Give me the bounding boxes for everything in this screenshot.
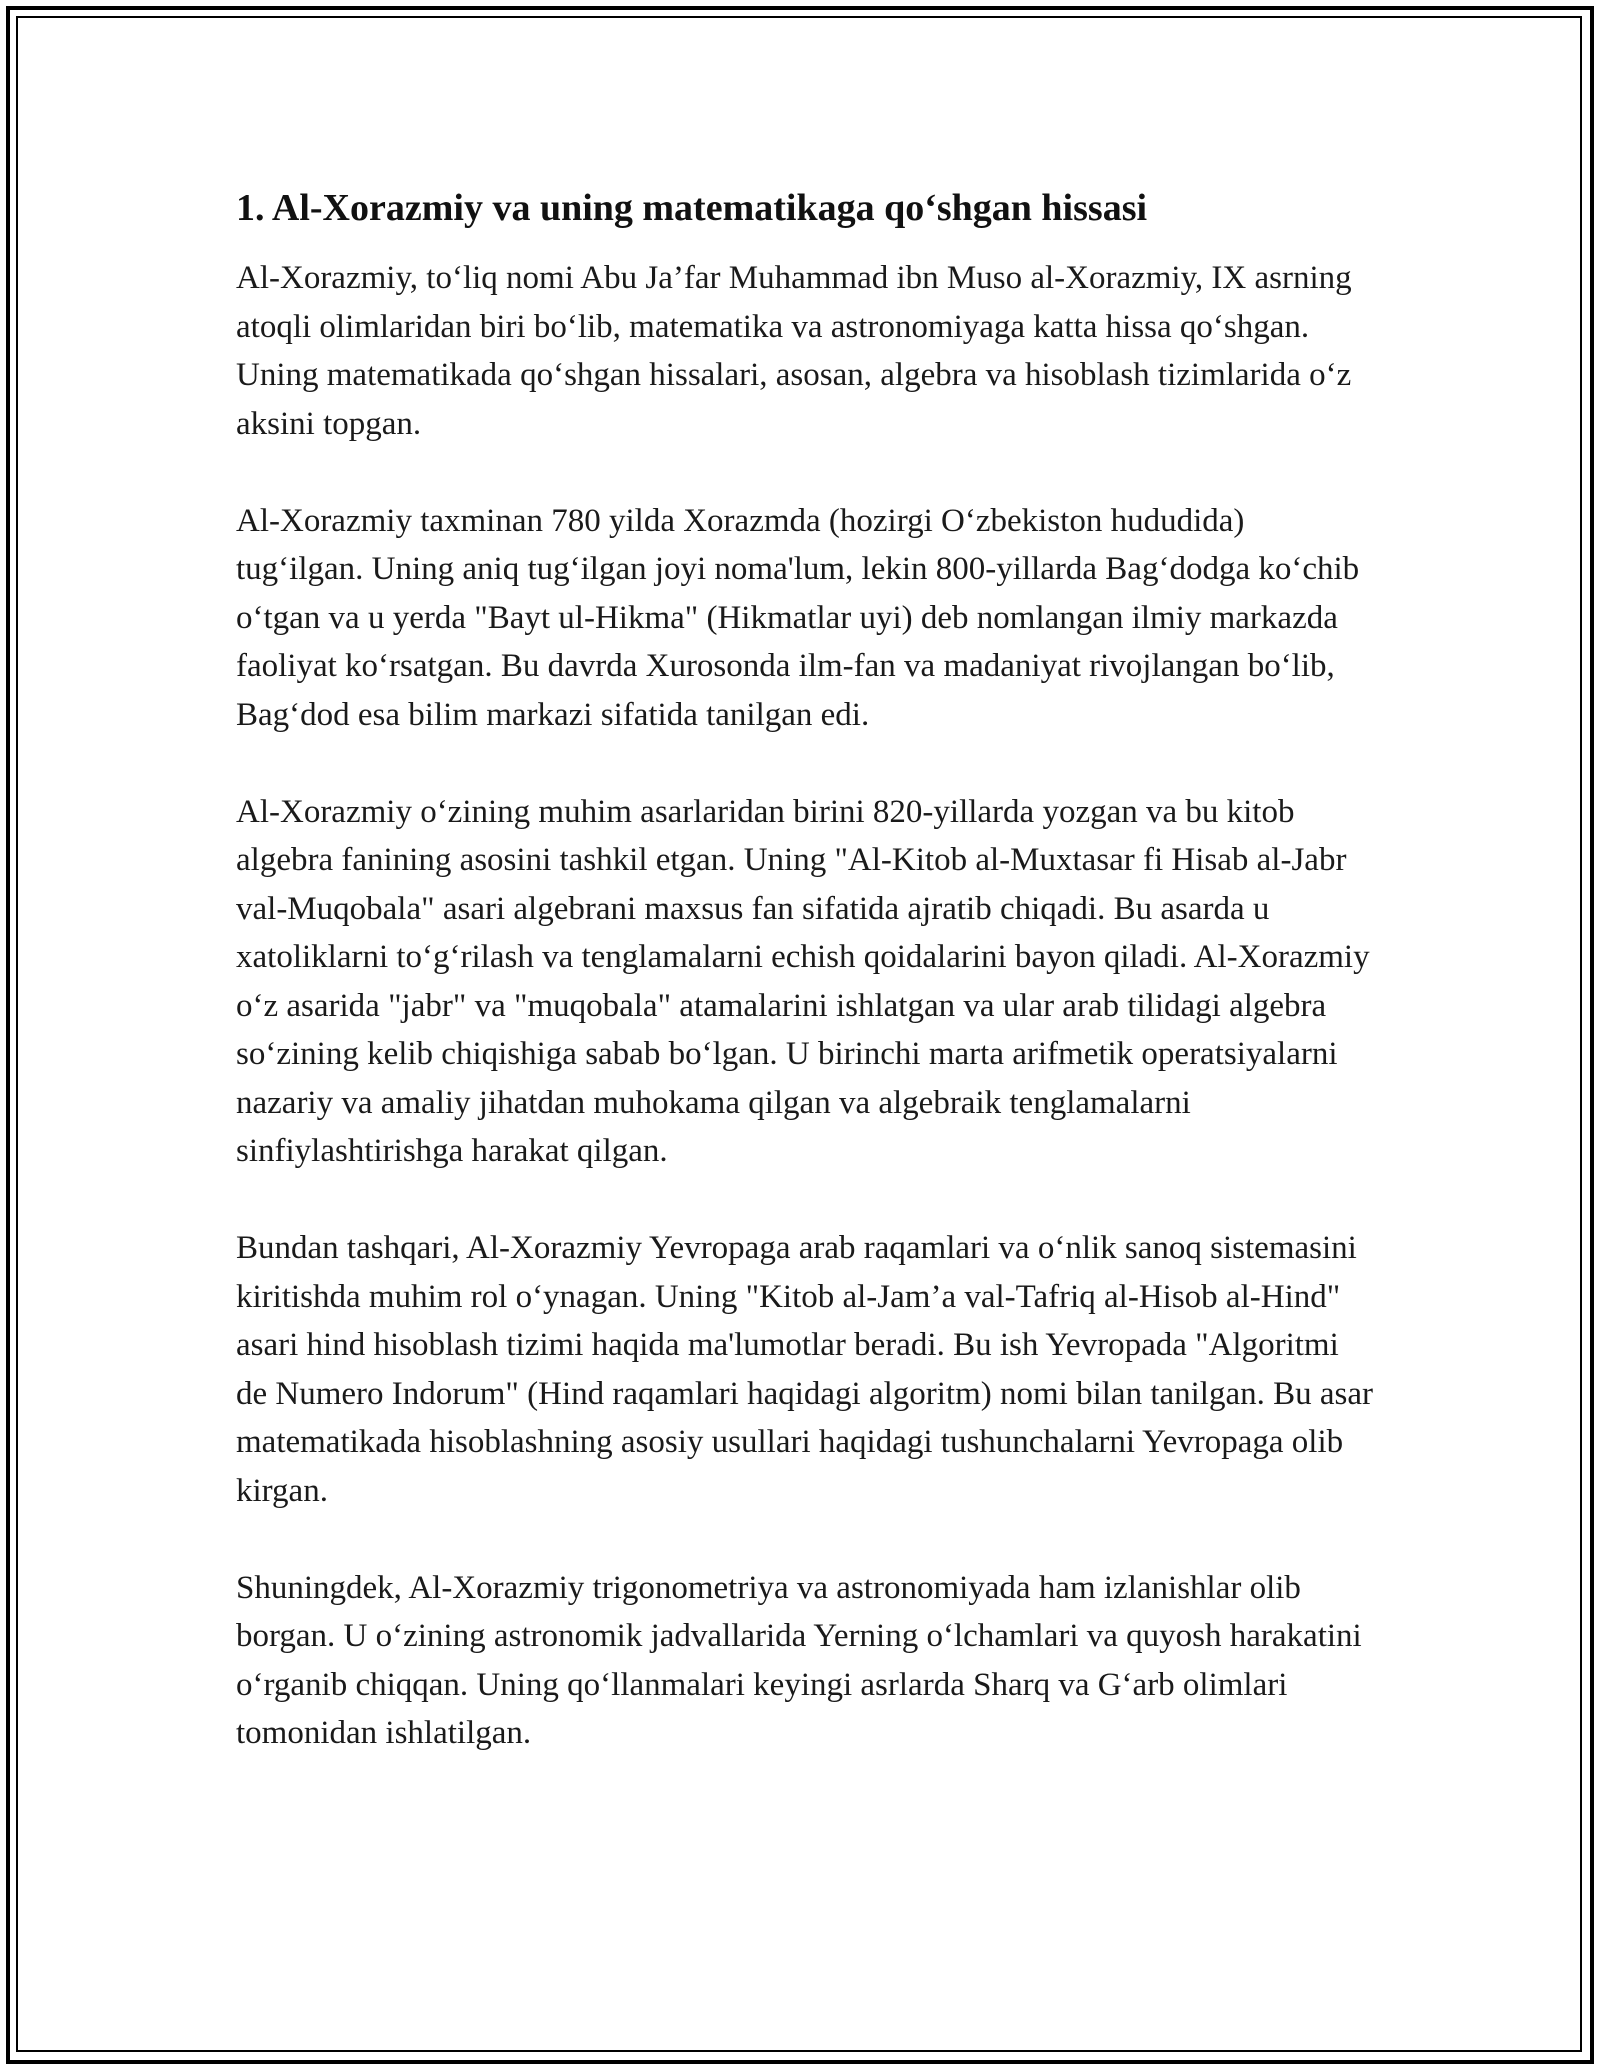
paragraph-astronomy: Shuningdek, Al-Xorazmiy trigonometriya va astronomiyada ham izlanishlar olib borgan. U o‘zining astronomik jadvallarida Yerning o‘lchamlari va quyosh harakatini o‘rganib chiqqan. Uning qo‘llanmalari keyingi asrlarda Sharq va G‘arb olimlari tomonidan ishlatilgan. bbox=[236, 1569, 1362, 1751]
section-heading: 1. Al-Xorazmiy va uning matematikaga qo‘shgan hissasi bbox=[236, 187, 1148, 229]
paragraph-birth: Al-Xorazmiy taxminan 780 yilda Xorazmda (hozirgi O‘zbekiston hududida) tug‘ilgan. Uning aniq tug‘ilgan joyi noma'lum, lekin 800-yillarda Bag‘dodga ko‘chib o‘tgan va u yerda "Bayt ul-Hikma" (Hikmatlar uyi) deb nomlangan ilmiy markazda faoliyat ko‘rsatgan. Bu davrda Xurosonda ilm-fan va madaniyat rivojlangan bo‘lib, Bag‘dod esa bilim markazi sifatida tanilgan edi. bbox=[236, 502, 1360, 733]
document-body bbox=[236, 184, 1376, 1758]
paragraph-intro: Al-Xorazmiy, to‘liq nomi Abu Ja’far Muhammad ibn Muso al-Xorazmiy, IX asrning atoqli olimlaridan biri bo‘lib, matematika va astronomiyaga katta hissa qo‘shgan. Uning matematikada qo‘shgan hissalari, asosan, algebra va hisoblash tizimlarida o‘z aksini topgan. bbox=[236, 260, 1352, 442]
paragraph-numerals: Bundan tashqari, Al-Xorazmiy Yevropaga arab raqamlari va o‘nlik sanoq sistemasini kiritishda muhim rol o‘ynagan. Uning "Kitob al-Jam’a val-Tafriq al-Hisob al-Hind" asari hind hisoblash tizimi haqida ma'lumotlar beradi. Bu ish Yevropada "Algoritmi de Numero Indorum" (Hind raqamlari haqidagi algoritm) nomi bilan tanilgan. Bu asar matematikada hisoblashning asosiy usullari haqidagi tushunchalarni Yevropaga olib kirgan. bbox=[236, 1230, 1374, 1509]
paragraph-algebra: Al-Xorazmiy o‘zining muhim asarlaridan birini 820-yillarda yozgan va bu kitob algebra fanining asosini tashkil etgan. Uning "Al-Kitob al-Muxtasar fi Hisab al-Jabr val-Muqobala" asari algebrani maxsus fan sifatida ajratib chiqadi. Bu asarda u xatoliklarni to‘g‘rilash va tenglamalarni echish qoidalarini bayon qiladi. Al-Xorazmiy o‘z asarida "jabr" va "muqobala" atamalarini ishlatgan va ular arab tilidagi algebra so‘zining kelib chiqishiga sabab bo‘lgan. U birinchi marta arifmetik operatsiyalarni nazariy va amaliy jihatdan muhokama qilgan va algebraik tenglamalarni sinfiylashtirishga harakat qilgan. bbox=[236, 793, 1370, 1169]
